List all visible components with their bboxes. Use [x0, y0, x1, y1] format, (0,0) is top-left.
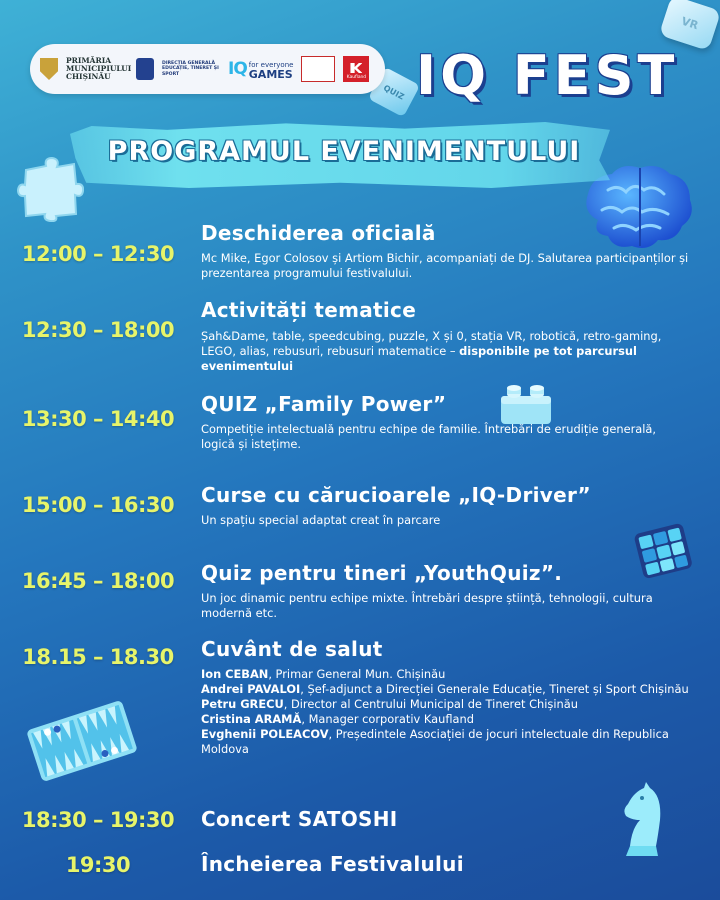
- speaker-role: , Manager corporativ Kaufland: [301, 712, 474, 726]
- kaufland-logo-mark: [350, 63, 362, 73]
- iq-games-logo-games: GAMES: [248, 68, 293, 81]
- event-time: 16:45 – 18:00: [21, 569, 175, 593]
- iq-games-logo: [228, 59, 293, 79]
- chess-knight-icon: [618, 780, 666, 860]
- iq-games-logo-iq: IQ: [228, 59, 247, 79]
- speakers-list: [201, 667, 706, 757]
- speaker-role: , Primar General Mun. Chișinău: [268, 667, 446, 681]
- speaker-name: Petru GRECU: [201, 697, 284, 711]
- speaker-role: , Director al Centrului Municipal de Tineret Chișinău: [283, 697, 578, 711]
- event-time: 15:00 – 16:30: [21, 493, 175, 517]
- event-description: Un joc dinamic pentru echipe mixte. Întrebări despre știință, tehnologii, cultura modernă etc.: [201, 591, 653, 620]
- program-title: PROGRAMUL EVENIMENTULUI: [107, 136, 581, 167]
- dgets-logo-text: DIRECȚIA GENERALĂ EDUCAȚIE, TINERET ȘI SPORT: [162, 60, 219, 77]
- event-time: 12:30 – 18:00: [21, 318, 175, 342]
- event-title: Quiz pentru tineri „YouthQuiz”.: [201, 561, 563, 585]
- event-title: Deschiderea oficială: [201, 221, 436, 245]
- speaker-item: [201, 697, 706, 712]
- chisinau-crest-icon: [40, 58, 58, 80]
- event-time: 19:30: [65, 853, 131, 877]
- partners-logo-bar: [30, 44, 385, 94]
- speaker-role: , Șef-adjunct a Direcției Generale Educație, Tineret și Sport Chișinău: [300, 682, 689, 696]
- speaker-role: , Președintele Asociației de jocuri intelectuale din Republica Moldova: [201, 727, 669, 756]
- primaria-logo-text: PRIMĂRIA MUNICIPIULUI CHIȘINĂU: [66, 56, 132, 81]
- dgets-logo-icon: [136, 58, 154, 80]
- event-title: Activități tematice: [201, 298, 417, 322]
- lego-brick-icon: [497, 382, 555, 426]
- event-description-text: Șah&Dame, table, speedcubing, puzzle, X și 0, stația VR, robotică, retro-gaming, LEGO, alias, rebusuri, rebusuri matematice –: [201, 329, 662, 358]
- event-title: Cuvânt de salut: [201, 637, 383, 661]
- speaker-name: Evghenii POLEACOV: [201, 727, 329, 741]
- festival-title: IQ FEST: [416, 44, 679, 107]
- speaker-item: [201, 682, 706, 697]
- speaker-item: [201, 712, 706, 727]
- event-description: Mc Mike, Egor Colosov și Artiom Bichir, acompaniați de DJ. Salutarea participanților și prezentarea programului festivalului.: [201, 251, 689, 280]
- partner-logo-red-frame: [301, 56, 335, 82]
- speaker-item: [201, 667, 706, 682]
- speaker-name: Ion CEBAN: [201, 667, 269, 681]
- iq-games-logo-tagline: for everyone: [248, 61, 294, 69]
- speaker-item: [201, 727, 706, 757]
- backgammon-board-icon: [26, 698, 138, 784]
- speaker-name: Andrei PAVALOI: [201, 682, 301, 696]
- puzzle-piece-icon: [16, 156, 84, 222]
- event-description: Competiție intelectuală pentru echipe de familie. Întrebări de erudiție generală, logică și istețime.: [201, 422, 657, 451]
- event-title: Concert SATOSHI: [201, 807, 398, 831]
- event-time: 18.15 – 18.30: [22, 645, 174, 669]
- event-description-emphasis: disponibile pe tot parcursul evenimentului: [201, 344, 637, 373]
- event-title: Încheierea Festivalului: [201, 852, 464, 876]
- vr-label: VR: [679, 14, 701, 32]
- event-time: 12:00 – 12:30: [21, 242, 175, 266]
- event-title: QUIZ „Family Power”: [201, 392, 447, 416]
- event-time: 13:30 – 14:40: [21, 407, 175, 431]
- kaufland-logo: [343, 56, 369, 82]
- quiz-label: QUIZ: [382, 82, 406, 102]
- event-time: 18:30 – 19:30: [21, 808, 175, 832]
- event-title: Curse cu cărucioarele „IQ-Driver”: [201, 483, 591, 507]
- kaufland-logo-text: Kaufland: [346, 75, 367, 80]
- event-description: Un spațiu special adaptat creat în parcare: [201, 513, 441, 527]
- speaker-name: Cristina ARAMĂ: [201, 712, 302, 726]
- event-description: [201, 329, 689, 374]
